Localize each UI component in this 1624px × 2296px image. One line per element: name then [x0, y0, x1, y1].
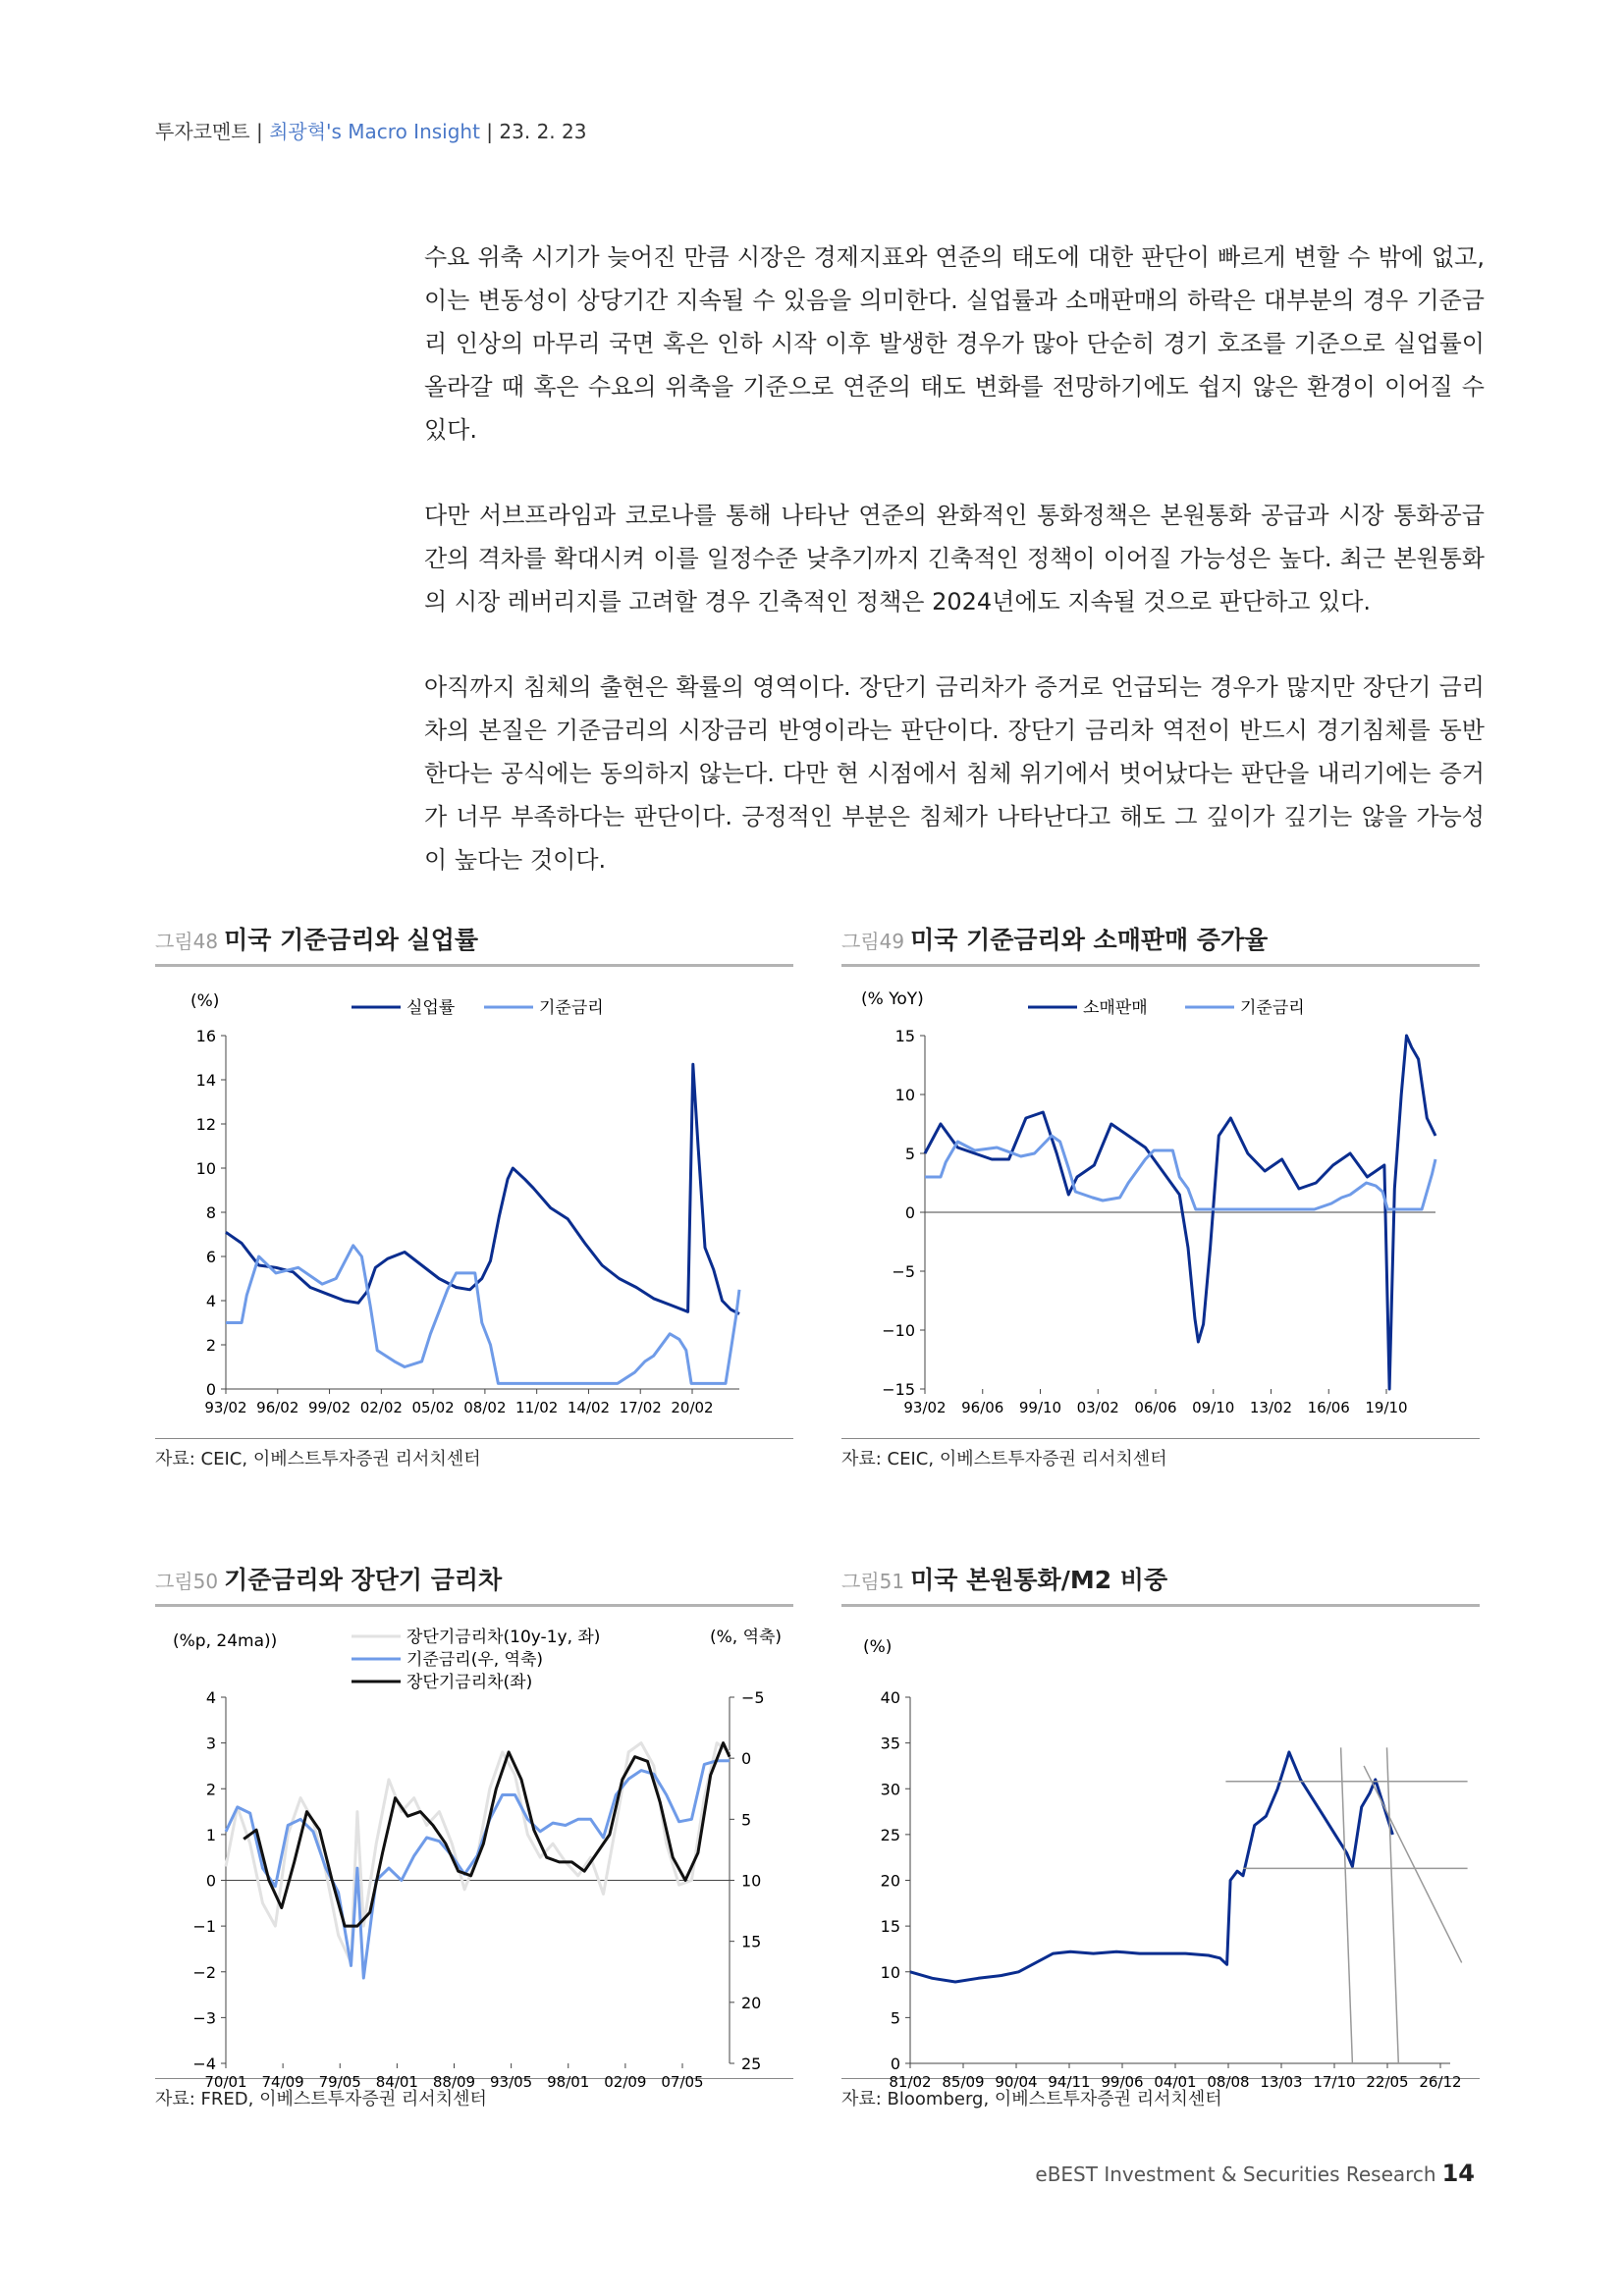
- y-tick-label-right: 15: [741, 1932, 762, 1951]
- page-footer: [1035, 2160, 1475, 2187]
- figure-49-number: 그림49: [841, 930, 905, 953]
- figure-51-number: 그림51: [841, 1570, 905, 1593]
- y-tick-label: 0: [904, 1203, 915, 1222]
- y-tick-label: −15: [882, 1380, 915, 1399]
- x-tick-label: 90/04: [995, 2073, 1038, 2091]
- chart-50-ylabel-left: (%p, 24ma)): [173, 1631, 278, 1651]
- x-tick-label: 17/02: [619, 1399, 662, 1416]
- x-tick-label: 84/01: [375, 2073, 418, 2091]
- x-tick-label: 93/02: [204, 1399, 247, 1416]
- y-tick-label: −4: [192, 2055, 216, 2073]
- chart-48-legend: [352, 998, 604, 1018]
- y-tick-label: 16: [195, 1027, 216, 1045]
- y-tick-label-right: 20: [741, 1993, 762, 2012]
- series-line-기준금리: [226, 1246, 739, 1384]
- legend-label-retail-sales: 소매판매: [1083, 998, 1148, 1018]
- y-tick-label: 12: [195, 1115, 216, 1134]
- paragraph-3: 아직까지 침체의 출현은 확률의 영역이다. 장단기 금리차가 증거로 언급되는 경우가 많지만 장단기 금리차의 본질은 기준금리의 시장금리 반영이라는 판단이다. 장단기 금리차 역전이 반드시 경기침체를 동반한다는 공식에는 동의하지 않는다. 다만 현 시점에서 침체 위기에서 벗어났다는 판단을 내리기에는 증거가 너무 부족하다는 판단이다. 긍정적인 부분은 침체가 나타난다고 해도 그 깊이가 깊기는 않을 가능성이 높다는 것이다.: [424, 673, 1485, 874]
- x-tick-label: 07/05: [661, 2073, 704, 2091]
- y-tick-label: 10: [894, 1086, 915, 1104]
- chart-48-ylabel: (%): [190, 991, 220, 1011]
- x-tick-label: 02/02: [359, 1399, 403, 1416]
- chart-51-ylabel: (%): [863, 1637, 893, 1657]
- series-line-guide-v-2: [1387, 1747, 1399, 2063]
- y-tick-label: 8: [205, 1203, 216, 1222]
- chart-49-ylabel: (% YoY): [861, 989, 924, 1009]
- y-tick-label: 0: [890, 2055, 900, 2073]
- x-tick-label: 09/10: [1192, 1399, 1235, 1416]
- page-header: [155, 116, 586, 144]
- x-tick-label: 04/01: [1154, 2073, 1197, 2091]
- x-tick-label: 96/02: [256, 1399, 299, 1416]
- x-tick-label: 81/02: [889, 2073, 932, 2091]
- paragraph-1: 수요 위축 시기가 늦어진 만큼 시장은 경제지표와 연준의 태도에 대한 판단이 빠르게 변할 수 밖에 없고, 이는 변동성이 상당기간 지속될 수 있음을 의미한다. 실업률과 소매판매의 하락은 대부분의 경우 기준금리 인상의 마무리 국면 혹은 인하 시작 이후 발생한 경우가 많아 단순히 경기 호조를 기준으로 실업률이 올라갈 때 혹은 수요의 위축을 기준으로 연준의 태도 변화를 전망하기에도 쉽지 않은 환경이 이어질 수 있다.: [424, 243, 1485, 444]
- y-tick-label: −5: [892, 1262, 915, 1281]
- series-line-기준금리-우-역축-: [226, 1761, 730, 1978]
- x-tick-label: 22/05: [1366, 2073, 1409, 2091]
- x-tick-label: 02/09: [604, 2073, 647, 2091]
- y-tick-label: 5: [904, 1145, 915, 1163]
- x-tick-label: 03/02: [1076, 1399, 1119, 1416]
- x-tick-label: 13/02: [1249, 1399, 1293, 1416]
- x-tick-label: 26/12: [1419, 2073, 1462, 2091]
- x-tick-label: 13/03: [1260, 2073, 1303, 2091]
- x-tick-label: 05/02: [411, 1399, 455, 1416]
- y-tick-label: 2: [205, 1780, 216, 1799]
- x-tick-label: 96/06: [961, 1399, 1004, 1416]
- figure-49-source: 자료: CEIC, 이베스트투자증권 리서치센터: [841, 1438, 1480, 1470]
- figure-48-number: 그림48: [155, 930, 219, 953]
- y-tick-label: 20: [880, 1871, 900, 1891]
- y-tick-label: 30: [880, 1780, 900, 1799]
- x-tick-label: 99/10: [1018, 1399, 1062, 1416]
- x-tick-label: 98/01: [547, 2073, 590, 2091]
- y-tick-label: 4: [205, 1292, 216, 1310]
- header-sep: |: [249, 120, 270, 143]
- y-tick-label: −3: [192, 2008, 216, 2028]
- y-tick-label: 0: [205, 1380, 216, 1399]
- footer-text: eBEST Investment & Securities Research: [1035, 2163, 1436, 2186]
- figure-48-source: 자료: CEIC, 이베스트투자증권 리서치센터: [155, 1438, 793, 1470]
- figure-49-title-text: 미국 기준금리와 소매판매 증가율: [910, 926, 1269, 954]
- y-tick-label: 10: [880, 1962, 900, 1982]
- y-tick-label: 5: [890, 2008, 900, 2028]
- x-tick-label: 17/10: [1313, 2073, 1356, 2091]
- x-tick-label: 93/05: [490, 2073, 533, 2091]
- y-tick-label-right: 0: [741, 1749, 752, 1769]
- page-number: 14: [1441, 2160, 1475, 2187]
- x-tick-label: 79/05: [318, 2073, 361, 2091]
- y-tick-label: 14: [195, 1071, 216, 1090]
- x-tick-label: 08/02: [463, 1399, 507, 1416]
- chart-48-plot: [196, 1027, 739, 1416]
- y-tick-label: −1: [192, 1917, 216, 1937]
- chart-49-plot: [882, 1027, 1435, 1416]
- x-tick-label: 06/06: [1134, 1399, 1177, 1416]
- y-tick-label: 15: [880, 1917, 900, 1937]
- figure-51: [841, 1561, 1480, 2110]
- y-tick-label: 1: [205, 1825, 216, 1844]
- x-tick-label: 74/09: [261, 2073, 304, 2091]
- body-text: [424, 236, 1485, 924]
- legend-label-policy-rate: 기준금리: [539, 998, 604, 1018]
- x-tick-label: 20/02: [671, 1399, 714, 1416]
- x-tick-label: 93/02: [903, 1399, 947, 1416]
- y-tick-label: 35: [880, 1734, 900, 1753]
- series-line-본원통화-M2: [910, 1752, 1392, 1982]
- chart-50: [155, 1607, 793, 2091]
- legend-label-policy-rate-3: 기준금리(우, 역축): [406, 1650, 544, 1670]
- y-tick-label: −2: [192, 1962, 216, 1982]
- chart-50-ylabel-right: (%, 역축): [710, 1628, 783, 1647]
- y-tick-label: 10: [195, 1159, 216, 1178]
- series-line-guide-diag: [1364, 1766, 1462, 1963]
- figure-51-source: 자료: Bloomberg, 이베스트투자증권 리서치센터: [841, 2078, 1480, 2110]
- y-tick-label: −10: [882, 1321, 915, 1340]
- chart-50-legend: [352, 1627, 600, 1692]
- chart-49-legend: [1028, 997, 1305, 1018]
- header-date: | 23. 2. 23: [479, 120, 587, 143]
- series-line-guide-v-1: [1341, 1747, 1353, 2063]
- x-tick-label: 85/09: [942, 2073, 985, 2091]
- figure-50-title-text: 기준금리와 장단기 금리차: [224, 1566, 503, 1594]
- x-tick-label: 16/06: [1307, 1399, 1350, 1416]
- figure-50-number: 그림50: [155, 1570, 219, 1593]
- figure-48: [155, 921, 793, 1470]
- x-tick-label: 99/06: [1101, 2073, 1144, 2091]
- legend-label-policy-rate-2: 기준금리: [1240, 998, 1305, 1018]
- chart-51: [841, 1607, 1480, 2091]
- figure-48-title-text: 미국 기준금리와 실업률: [224, 926, 479, 954]
- x-tick-label: 19/10: [1365, 1399, 1408, 1416]
- x-tick-label: 11/02: [515, 1399, 559, 1416]
- y-tick-label: 2: [205, 1336, 216, 1355]
- y-tick-label-right: 10: [741, 1871, 762, 1891]
- y-tick-label: 3: [205, 1734, 216, 1753]
- legend-label-spread-raw: 장단기금리차(10y-1y, 좌): [406, 1628, 601, 1647]
- paragraph-2: 다만 서브프라임과 코로나를 통해 나타난 연준의 완화적인 통화정책은 본원통화 공급과 시장 통화공급 간의 격차를 확대시켜 이를 일정수준 낮추기까지 긴축적인 정책이 이어질 가능성은 높다. 최근 본원통화의 시장 레버리지를 고려할 경우 긴축적인 정책은 2024년에도 지속될 것으로 판단하고 있다.: [424, 502, 1485, 615]
- y-tick-label: 25: [880, 1825, 900, 1844]
- x-tick-label: 08/08: [1207, 2073, 1250, 2091]
- x-tick-label: 14/02: [567, 1399, 611, 1416]
- x-tick-label: 88/09: [432, 2073, 476, 2091]
- figure-50: [155, 1561, 793, 2110]
- y-tick-label: 6: [205, 1248, 216, 1266]
- figure-51-title-text: 미국 본원통화/M2 비중: [910, 1566, 1168, 1594]
- y-tick-label: 0: [205, 1871, 216, 1891]
- x-tick-label: 99/02: [307, 1399, 352, 1416]
- y-tick-label-right: −5: [741, 1688, 765, 1707]
- legend-label-unemployment: 실업률: [406, 998, 456, 1018]
- chart-51-plot: [881, 1688, 1468, 2091]
- figure-49-title: [841, 921, 1480, 967]
- figure-48-title: [155, 921, 793, 967]
- figure-51-title: [841, 1561, 1480, 1607]
- header-section: 투자코멘트: [155, 120, 250, 143]
- figure-49: [841, 921, 1480, 1470]
- y-tick-label: 15: [894, 1027, 915, 1045]
- y-tick-label-right: 5: [741, 1810, 752, 1830]
- x-tick-label: 94/11: [1048, 2073, 1091, 2091]
- chart-49: [841, 967, 1480, 1438]
- y-tick-label-right: 25: [741, 2055, 762, 2073]
- figure-50-source: 자료: FRED, 이베스트투자증권 리서치센터: [155, 2078, 793, 2110]
- chart-50-plot: [192, 1688, 764, 2091]
- header-series: 최광혁's Macro Insight: [269, 120, 480, 143]
- y-tick-label: 4: [205, 1688, 216, 1707]
- series-line-실업률: [226, 1064, 739, 1313]
- y-tick-label: 40: [880, 1688, 900, 1707]
- x-tick-label: 70/01: [204, 2073, 247, 2091]
- legend-label-spread-ma: 장단기금리차(좌): [406, 1673, 533, 1692]
- figure-50-title: [155, 1561, 793, 1607]
- chart-48: [155, 967, 793, 1438]
